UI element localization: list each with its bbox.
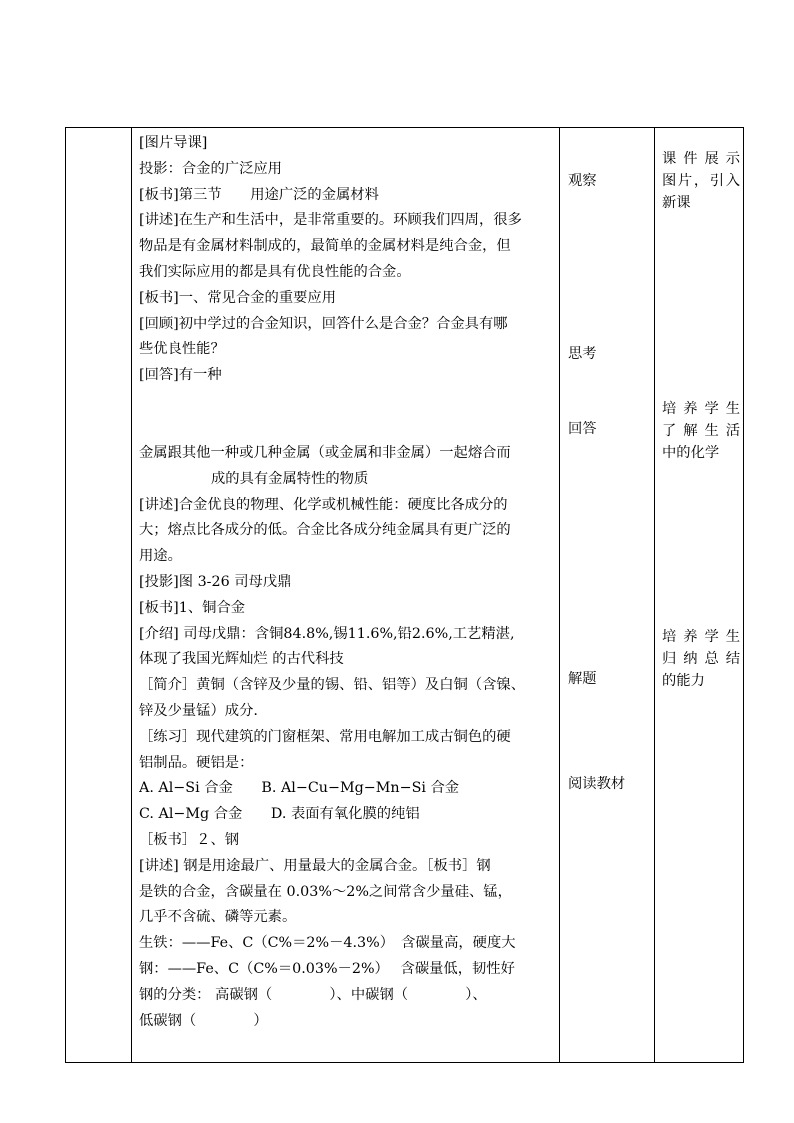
design-note-line: 培养学生	[662, 401, 740, 417]
student-activity: 观察	[568, 173, 597, 189]
design-note-line: 图片，引入	[662, 173, 740, 189]
student-activity: 阅读教材	[568, 776, 626, 792]
text-line: [投影]图 3-26 司母戊鼎	[139, 573, 292, 590]
design-note-line: 归纳总结	[662, 651, 740, 667]
text-line: 大；熔点比各成分的低。合金比各成分纯金属具有更广泛的	[139, 522, 511, 539]
design-note-line: 课件展示	[662, 151, 740, 167]
text-line: 钢的分类： 高碳钢（ ）、中碳钢（ ）、	[139, 986, 487, 1003]
lesson-plan-table	[65, 127, 744, 1063]
text-line: ［简介］黄铜（含锌及少量的锡、铅、铝等）及白铜（含镍、	[139, 677, 526, 694]
text-line: [回顾]初中学过的合金知识，回答什么是合金？合金具有哪	[139, 315, 508, 332]
text-line: 低碳钢（ ）	[139, 1012, 268, 1029]
text-line: 是铁的合金，含碳量在 0.03%～2%之间常含少量硅、锰，	[139, 883, 512, 900]
design-note-line: 培养学生	[662, 629, 740, 645]
student-activity: 思考	[568, 346, 597, 362]
text-line: 投影：合金的广泛应用	[139, 160, 282, 177]
text-line: 生铁：——Fe、C（C%＝2%－4.3%） 含碳量高，硬度大	[139, 935, 516, 952]
text-line: 钢：——Fe、C（C%＝0.03%－2%） 含碳量低，韧性好	[139, 960, 515, 977]
text-line: [讲述] 钢是用途最广、用量最大的金属合金。［板书］钢	[139, 857, 491, 874]
text-line: 体现了我国光辉灿烂 的古代科技	[139, 651, 344, 668]
blank-space	[139, 389, 555, 441]
text-line: 锌及少量锰）成分.	[139, 702, 258, 719]
student-activity: 解题	[568, 671, 597, 687]
design-note-line: 中的化学	[662, 445, 720, 461]
text-line: [回答]有一种	[139, 367, 222, 384]
text-line: ［练习］现代建筑的门窗框架、常用电解加工成古铜色的硬	[139, 728, 511, 745]
text-line: [讲述]在生产和生活中，是非常重要的。环顾我们四周，很多	[139, 212, 522, 229]
text-line: [板书]一、常见合金的重要应用	[139, 289, 337, 306]
text-line: 些优良性能？	[139, 341, 225, 358]
student-activity-cell	[560, 128, 655, 1063]
design-note-line: 新课	[662, 195, 691, 211]
text-line: C. Al−Mg 合金 D. 表面有氧化膜的纯铝	[139, 806, 420, 823]
text-line: 金属跟其他一种或几种金属（或金属和非金属）一起熔合而	[139, 444, 511, 461]
student-activity: 回答	[568, 421, 597, 437]
text-line: 几乎不含硫、磷等元素。	[139, 909, 297, 926]
text-line: [讲述]合金优良的物理、化学或机械性能：硬度比各成分的	[139, 496, 508, 513]
teacher-activity-cell	[132, 128, 560, 1063]
text-line: 铝制品。硬铝是：	[139, 754, 254, 771]
text-line: 我们实际应用的都是具有优良性能的合金。	[139, 263, 411, 280]
blank-column	[66, 128, 132, 1063]
design-intent-cell	[655, 128, 744, 1063]
text-line: 物品是有金属材料制成的，最简单的金属材料是纯合金，但	[139, 238, 511, 255]
lesson-plan-sheet	[65, 127, 743, 1063]
text-line: 成的具有金属特性的物质	[211, 470, 369, 487]
text-line: 用途。	[139, 548, 182, 565]
text-line: A. Al−Si 合金 B. Al−Cu−Mg−Mn−Si 合金	[139, 780, 460, 797]
design-note-line: 的能力	[662, 673, 705, 689]
text-line: [介绍] 司母戊鼎：含铜84.8%,锡11.6%,铅2.6%,工艺精湛,	[139, 625, 515, 642]
teacher-activity-text	[132, 128, 559, 1034]
text-line: ［板书］２、钢	[139, 831, 240, 848]
text-line: [板书]第三节 用途广泛的金属材料	[139, 186, 379, 203]
design-note-line: 了解生活	[662, 423, 740, 439]
text-line: [板书]1、铜合金	[139, 599, 246, 616]
text-line: [图片导课]	[139, 135, 208, 151]
